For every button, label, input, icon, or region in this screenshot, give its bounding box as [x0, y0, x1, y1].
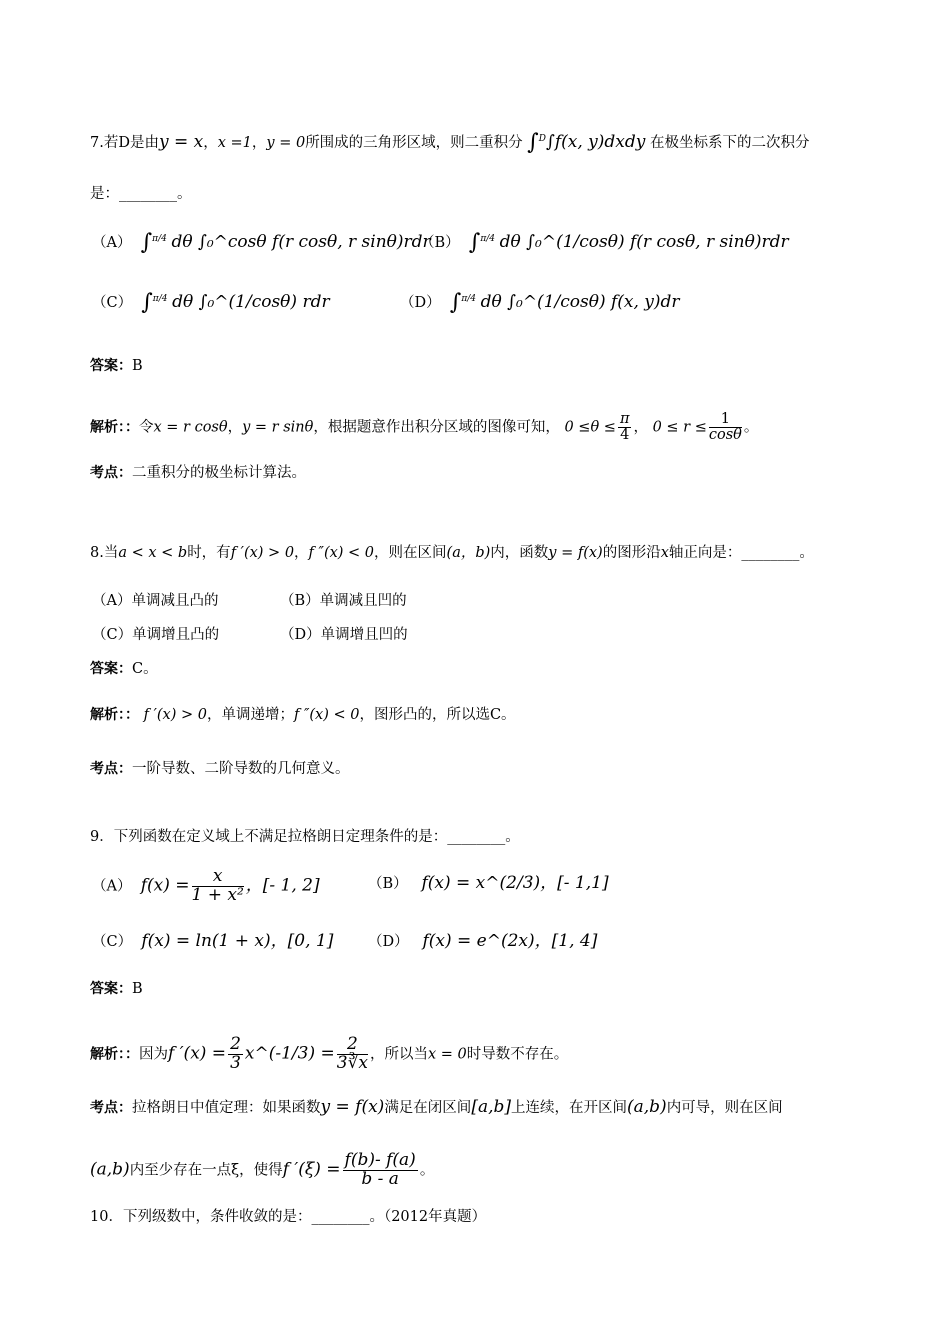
q8-option-b: （B）单调减且凹的	[280, 593, 407, 609]
q8-analysis: 解析：： f ′(x) > 0，单调递增；f ″(x) < 0，图形凸的，所以选C。	[90, 707, 516, 723]
question-7-cont: 是：________。	[90, 186, 192, 202]
integral-symbol: ∫	[449, 289, 462, 315]
q9-option-d: （D） f(x) = e^(2x)，[1, 4]	[368, 931, 598, 951]
q9-option-c: （C） f(x) = ln(1 + x)，[0, 1]	[92, 931, 334, 951]
q7-option-a: （A） ∫$^{\pi/4}$ dθ ∫₀^cosθ f(r cosθ, r sinθ)rdr	[92, 229, 431, 255]
q8-option-a: （A）单调减且凸的	[92, 593, 219, 609]
integral-symbol: ∫	[141, 289, 153, 315]
question-10: 10．下列级数中，条件收敛的是：________。（2012年真题）	[90, 1209, 487, 1225]
q9-keypoint-cont: (a,b)内至少存在一点ξ，使得f ′(ξ) = $\frac{f(b)- f(a)}{b - a}$ 。	[90, 1150, 435, 1189]
q7-answer: 答案：B	[90, 358, 143, 374]
q9-option-a: （A） f(x) = $\frac{x}{\text{1 + x²}}$ ，[- 1, 2]	[92, 866, 320, 905]
integral-symbol: ∫	[527, 129, 539, 155]
q7-option-c: （C） ∫$^{\pi/4}$ dθ ∫₀^(1/cosθ) rdr	[92, 289, 330, 315]
q9-answer: 答案：B	[90, 981, 143, 997]
question-9: 9．下列函数在定义域上不满足拉格朗日定理条件的是：________。	[90, 829, 520, 845]
math-integrand: ∫f(x, y)dxdy	[545, 131, 646, 152]
q8-option-c: （C）单调增且凸的	[92, 627, 220, 643]
q8-answer: 答案：C。	[90, 661, 158, 677]
q9-option-b: （B） f(x) = x^(2/3)，[- 1,1]	[368, 873, 609, 893]
q9-keypoint: 考点：拉格朗日中值定理：如果函数y = f(x)满足在闭区间[a,b]上连续，在开区间(a,b)内可导，则在区间	[90, 1097, 783, 1117]
q9-analysis: 解析：：因为f ′(x) = $\frac{2}{3}$ x^(-1/3) = $\frac{2}{3∛x}$ ，所以当x = 0时导数不存在。	[90, 1034, 569, 1073]
q7-option-b: （B） ∫$^{\pi/4}$ dθ ∫₀^(1/cosθ) f(r cosθ, r sinθ)rdr	[420, 229, 789, 255]
q8-keypoint: 考点：一阶导数、二阶导数的几何意义。	[90, 761, 350, 777]
integral-symbol: ∫	[468, 229, 481, 255]
q7-option-d: （D） ∫$^{\pi/4}$ dθ ∫₀^(1/cosθ) f(x, y)dr	[400, 289, 680, 315]
q7-keypoint: 考点：二重积分的极坐标计算法。	[90, 465, 306, 481]
question-8: 8.当a < x < b时，有f ′(x) > 0，f ″(x) < 0，则在区间(a，b)内，函数y = f(x)的图形沿x轴正向是：________。	[90, 545, 814, 561]
q7-analysis: 解析：：令x = r cosθ，y = r sinθ，根据题意作出积分区域的图像可知， 0 ≤θ ≤ $\frac{\pi}{4}$ ， 0 ≤ r ≤ $\frac{1}{\cos\theta}$ 。	[90, 411, 759, 444]
math-cond: y = x	[158, 131, 204, 152]
question-7: 7.若D是由y = x，x =1，y = 0所围成的三角形区域，则二重积分 ∫$^D$∫f(x, y)dxdy 在极坐标系下的二次积分	[90, 129, 810, 155]
integral-symbol: ∫	[140, 229, 153, 255]
q8-option-d: （D）单调增且凹的	[280, 627, 408, 643]
